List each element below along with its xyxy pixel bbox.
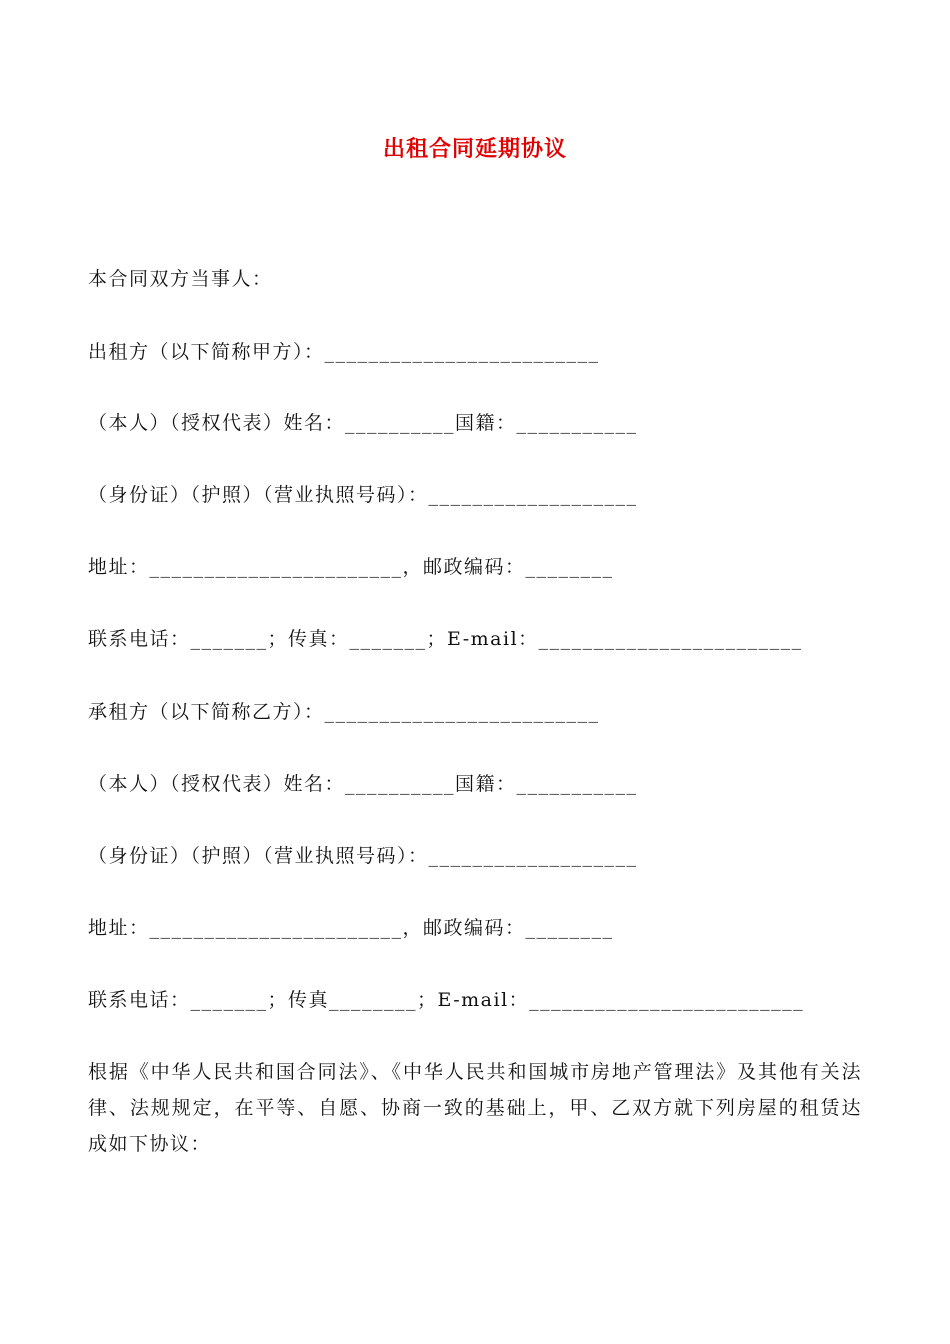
parties-intro: 本合同双方当事人： — [88, 268, 273, 290]
lessee-contact-line: 联系电话：_______；传真________；E-mail：_________________________ — [88, 989, 805, 1011]
lessee-name-nationality: （本人）（授权代表）姓名：__________国籍：___________ — [88, 773, 638, 795]
agreement-basis-paragraph: 根据《中华人民共和国合同法》、《中华人民共和国城市房地产管理法》及其他有关法律、法规规定，在平等、自愿、协商一致的基础上，甲、乙双方就下列房屋的租赁达成如下协议： — [88, 1061, 862, 1155]
document-title: 出租合同延期协议 — [382, 137, 567, 162]
lessor-contact-line: 联系电话：_______；传真：_______；E-mail：________________________ — [88, 628, 803, 650]
lessor-name-nationality: （本人）（授权代表）姓名：__________国籍：___________ — [88, 412, 638, 434]
lessor-id-line: （身份证）（护照）（营业执照号码）：___________________ — [88, 484, 638, 506]
lessor-address-line: 地址：_______________________，邮政编码：________ — [88, 556, 614, 578]
lessee-address-line: 地址：_______________________，邮政编码：________ — [88, 917, 614, 939]
lessor-line: 出租方（以下简称甲方）：_________________________ — [88, 341, 600, 363]
lessee-id-line: （身份证）（护照）（营业执照号码）：___________________ — [88, 845, 638, 867]
lessee-line: 承租方（以下简称乙方）：_________________________ — [88, 701, 600, 723]
